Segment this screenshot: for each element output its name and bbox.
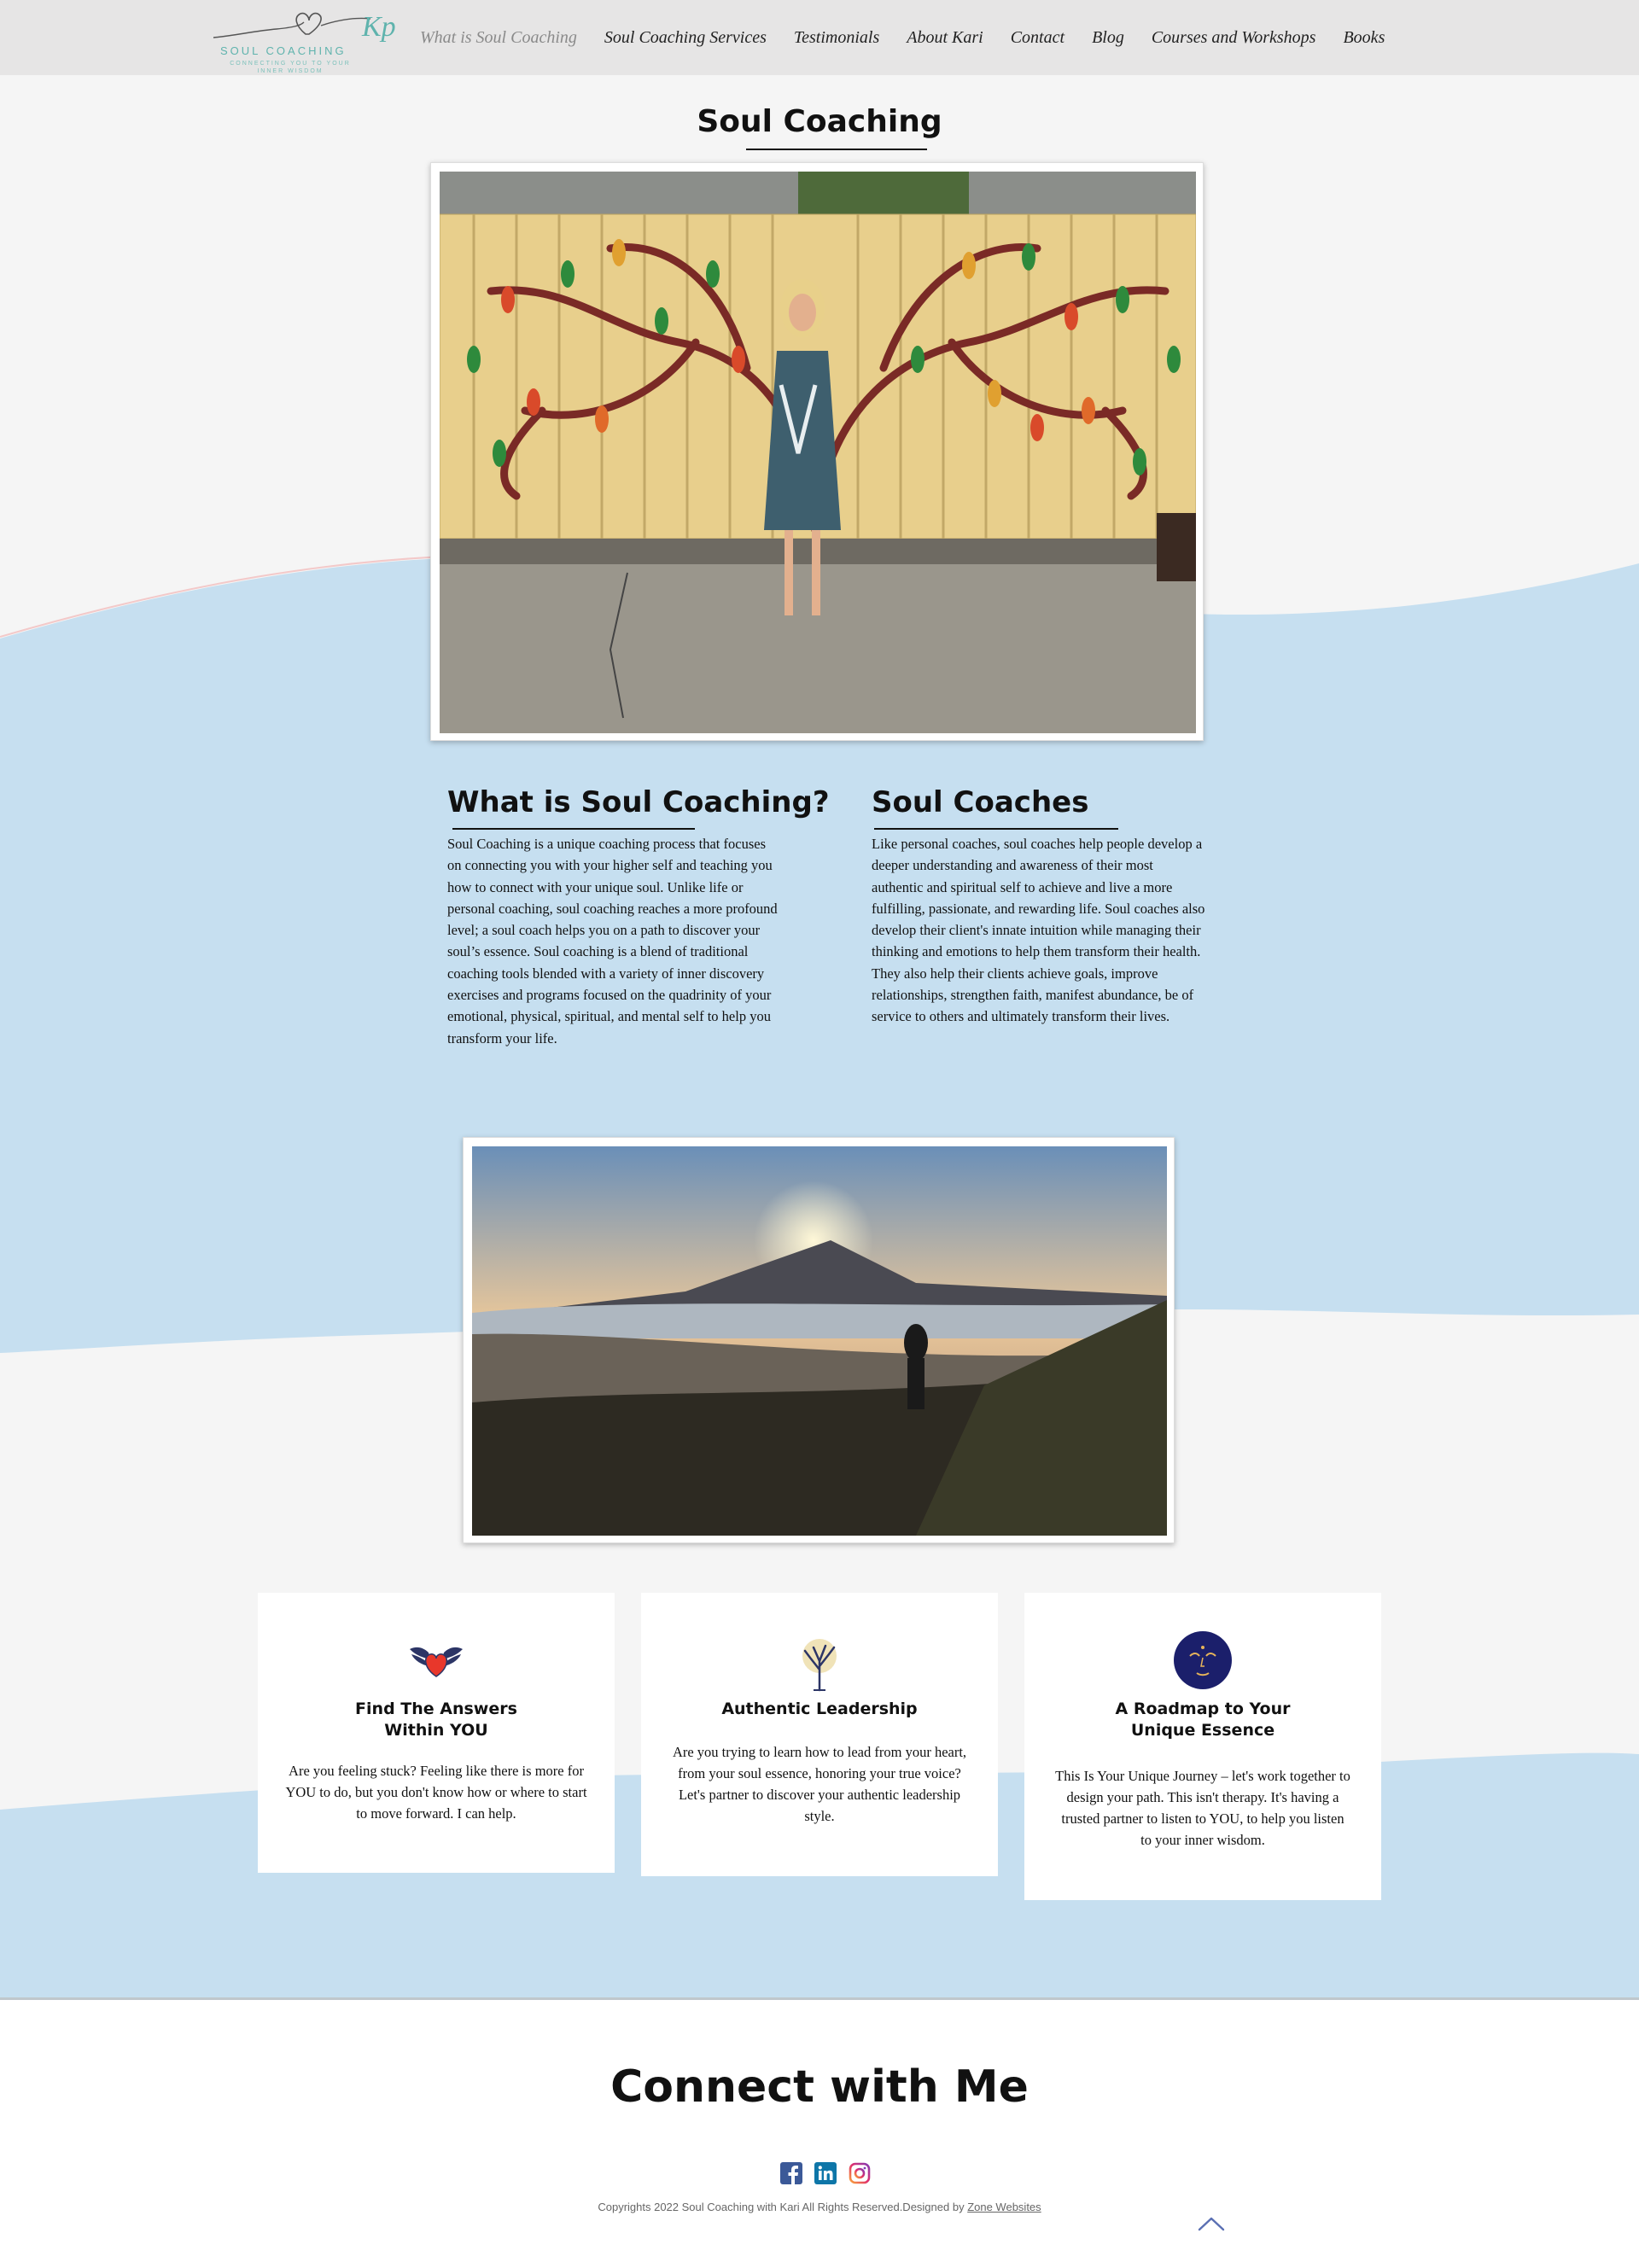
card-find-answers[interactable] <box>258 1593 615 1873</box>
what-is-body: Soul Coaching is a unique coaching process that focuses on connecting you with your higher self and teaching you how to connect with your unique soul. Unlike life or personal coaching, soul coaching reaches a more profound level; a soul coach helps you on a path to discover your soul’s essence. Soul coaching is a blend of traditional coaching tools blended with a variety of inner discovery exercises and programs focused on the quadrinity of your emotional, physical, spiritual, and mental self to help you transform your life. <box>447 836 778 1047</box>
main-nav <box>406 0 1398 75</box>
logo-name: SOUL COACHING <box>220 44 347 57</box>
nav-item-blog[interactable]: Blog <box>1092 27 1124 47</box>
winged-heart-icon <box>405 1641 468 1680</box>
nav-item-courses-and-workshops[interactable]: Courses and Workshops <box>1151 27 1316 47</box>
sunrise-photo <box>472 1146 1167 1536</box>
instagram-icon[interactable] <box>849 2162 871 2184</box>
card-authentic-leadership-body: Are you trying to learn how to lead from your heart, from your soul essence, honoring your true voice? Let's partner to discover your authentic leadership style. <box>672 1744 967 1824</box>
nav-item-what-is-soul-coaching[interactable]: What is Soul Coaching <box>420 27 577 47</box>
card-find-answers-body: Are you feeling stuck? Feeling like there is more for YOU to do, but you don't know how or where to start to move forward. I can help. <box>285 1763 587 1822</box>
card-authentic-leadership-title: Authentic Leadership <box>721 1700 918 1718</box>
sunrise-photo-frame <box>463 1137 1175 1543</box>
card-authentic-leadership[interactable] <box>641 1593 998 1876</box>
linkedin-icon[interactable] <box>814 2162 837 2184</box>
facebook-icon[interactable] <box>780 2162 802 2184</box>
connect-heading: Connect with Me <box>610 2061 1029 2113</box>
hero-photo-frame <box>430 162 1204 741</box>
nav-item-about-kari[interactable]: About Kari <box>907 27 983 47</box>
nav-item-books[interactable]: Books <box>1343 27 1385 47</box>
logo-tagline: CONNECTING YOU TO YOUR INNER WISDOM <box>230 61 351 74</box>
title-underline <box>746 149 927 150</box>
soul-coaches-heading: Soul Coaches <box>872 785 1089 819</box>
soul-coaches-underline <box>874 828 1118 830</box>
social-links <box>780 2162 871 2184</box>
nav-item-testimonials[interactable]: Testimonials <box>793 27 880 47</box>
tree-icon <box>798 1632 841 1692</box>
site-footer <box>0 1997 1639 2268</box>
copyright-label: Copyrights 2022 Soul Coaching with Kari All Rights Reserved.Designed by <box>598 2201 968 2213</box>
nav-item-soul-coaching-services[interactable]: Soul Coaching Services <box>604 27 767 47</box>
page-title: Soul Coaching <box>697 104 942 139</box>
moon-face-icon <box>1173 1630 1233 1690</box>
svg-text:Kp: Kp <box>362 11 396 43</box>
card-roadmap-title: A Roadmap to Your Unique Essence <box>1115 1700 1291 1740</box>
site-header <box>0 0 1639 75</box>
card-roadmap[interactable] <box>1024 1593 1381 1900</box>
nav-item-contact[interactable]: Contact <box>1010 27 1065 47</box>
what-is-underline <box>452 828 695 830</box>
back-to-top-chevron-icon[interactable] <box>1197 2215 1226 2232</box>
card-find-answers-title: Find The Answers Within YOU <box>355 1700 517 1740</box>
designer-link[interactable]: Zone Websites <box>967 2201 1041 2213</box>
card-roadmap-body: This Is Your Unique Journey – let's work together to design your path. This isn't therapy. It's having a trusted partner to listen to YOU, to help you listen to your inner wisdom. <box>1055 1768 1350 1848</box>
site-logo[interactable] <box>208 5 401 75</box>
what-is-heading: What is Soul Coaching? <box>447 785 830 819</box>
hero-photo <box>440 172 1196 733</box>
soul-coaches-body: Like personal coaches, soul coaches help people develop a deeper understanding and awareness of their most authentic and spiritual self to achieve and live a more fulfilling, passionate, and rewarding life. Soul coaches also develop their client's innate intuition while managing their thinking and emotions to help them transform their health. They also help their clients achieve goals, improve relationships, strengthen faith, manifest abundance, be of service to others and ultimately transform their lives. <box>872 836 1205 1025</box>
copyright-text <box>0 2201 1639 2213</box>
